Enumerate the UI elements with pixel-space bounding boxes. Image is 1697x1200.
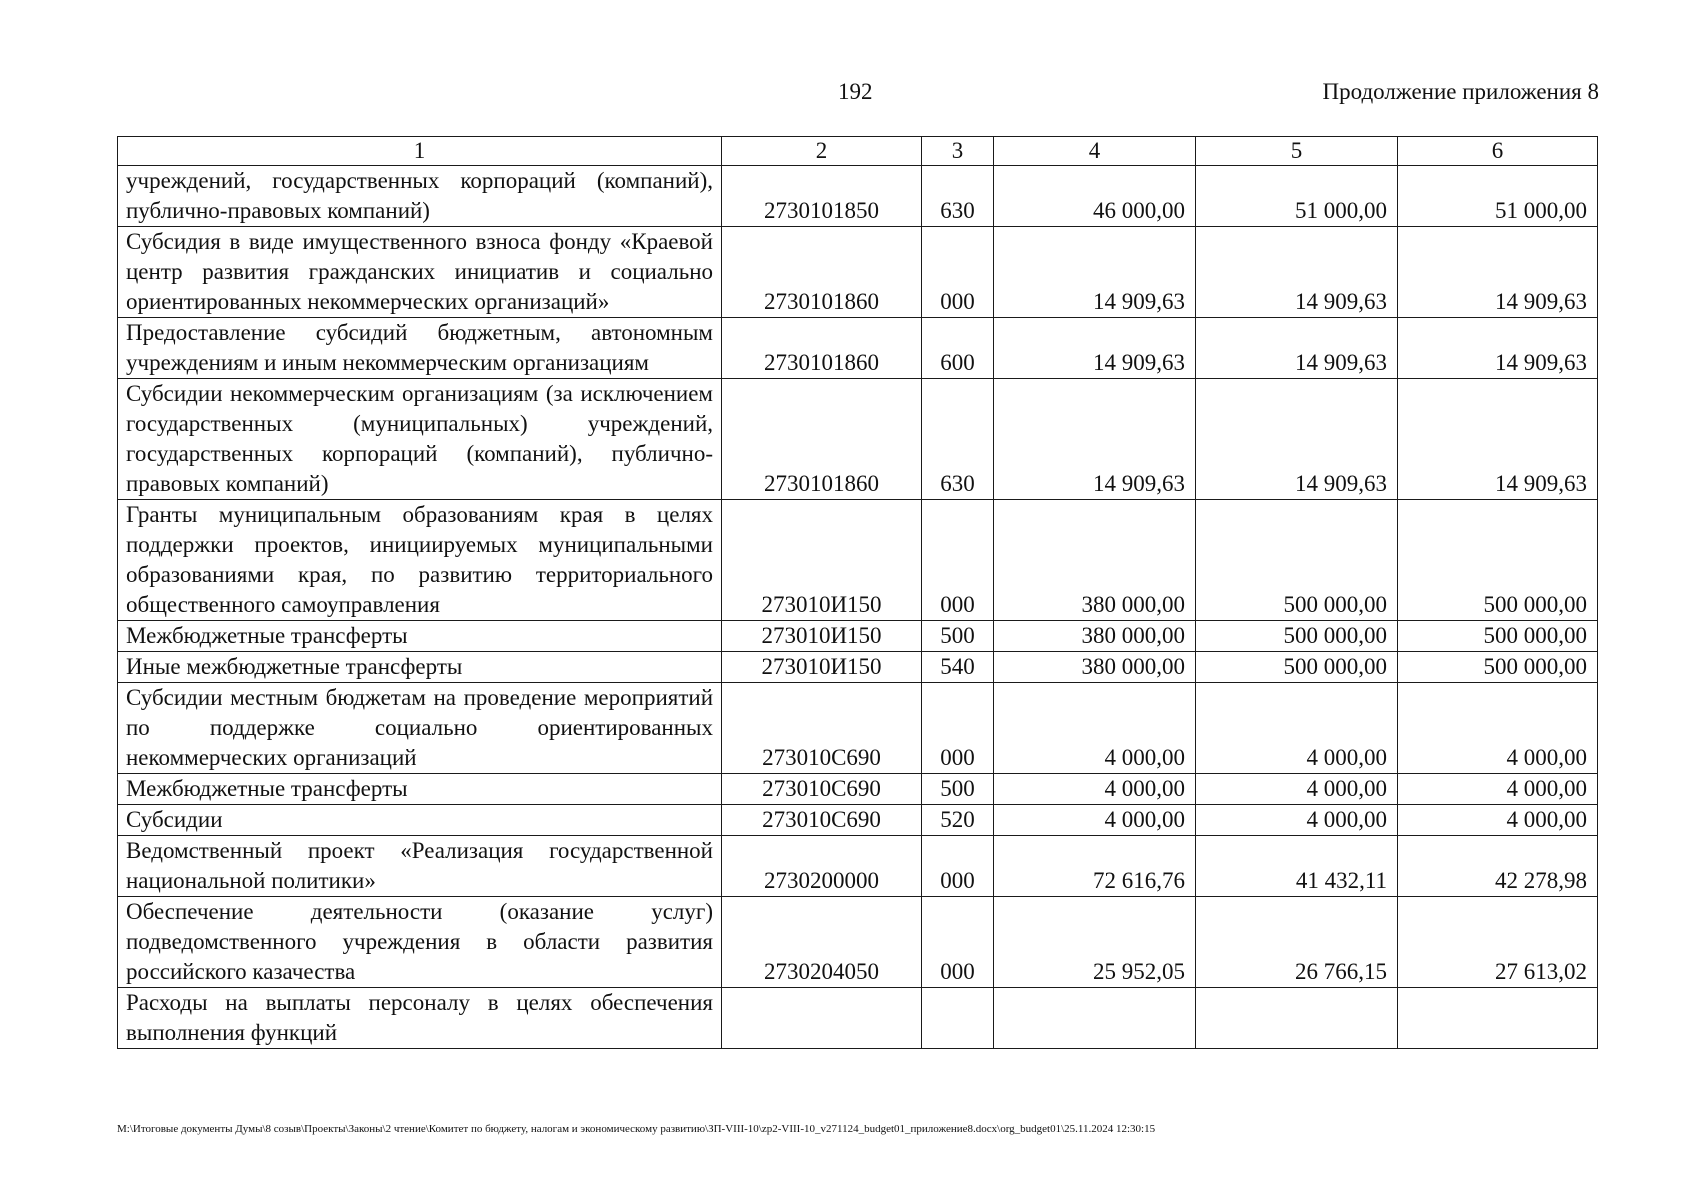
- row-expense-type: 600: [922, 318, 994, 379]
- row-code: 273010С690: [722, 805, 922, 836]
- row-value-col6: 14 909,63: [1398, 318, 1598, 379]
- row-value-col6: 500 000,00: [1398, 652, 1598, 683]
- row-value-col4: 14 909,63: [994, 379, 1196, 500]
- row-code: 273010И150: [722, 621, 922, 652]
- row-value-col4: 72 616,76: [994, 836, 1196, 897]
- row-code: 2730101860: [722, 318, 922, 379]
- row-expense-type: 000: [922, 227, 994, 318]
- row-value-col4: 380 000,00: [994, 500, 1196, 621]
- row-value-col6: 42 278,98: [1398, 836, 1598, 897]
- row-value-col4: 25 952,05: [994, 897, 1196, 988]
- row-expense-type: 000: [922, 683, 994, 774]
- row-expense-type: 540: [922, 652, 994, 683]
- column-header: 2: [722, 137, 922, 166]
- row-value-col5: 26 766,15: [1196, 897, 1398, 988]
- table-row: [118, 621, 1598, 652]
- row-name: Иные межбюджетные трансферты: [118, 652, 722, 683]
- row-expense-type: 000: [922, 897, 994, 988]
- row-value-col5: 4 000,00: [1196, 683, 1398, 774]
- table-header-row: [118, 137, 1598, 166]
- row-code: 2730101860: [722, 227, 922, 318]
- row-value-col6: 14 909,63: [1398, 227, 1598, 318]
- row-value-col4: 4 000,00: [994, 774, 1196, 805]
- row-value-col6: 51 000,00: [1398, 166, 1598, 227]
- row-value-col5: 14 909,63: [1196, 227, 1398, 318]
- row-code: 2730101860: [722, 379, 922, 500]
- row-value-col5: [1196, 988, 1398, 1049]
- row-name: Межбюджетные трансферты: [118, 621, 722, 652]
- row-name: Субсидии местным бюджетам на проведение мероприятий по поддержке социально ориентированных некоммерческих организаций: [118, 683, 722, 774]
- row-value-col5: 14 909,63: [1196, 379, 1398, 500]
- row-name: Обеспечение деятельности (оказание услуг) подведомственного учреждения в области развития российского казачества: [118, 897, 722, 988]
- row-value-col6: 27 613,02: [1398, 897, 1598, 988]
- page-number: 192: [838, 79, 873, 104]
- row-value-col4: 4 000,00: [994, 683, 1196, 774]
- row-expense-type: 520: [922, 805, 994, 836]
- row-value-col6: 4 000,00: [1398, 774, 1598, 805]
- row-value-col5: 41 432,11: [1196, 836, 1398, 897]
- row-name: учреждений, государственных корпораций (компаний), публично-правовых компаний): [118, 166, 722, 227]
- row-expense-type: 630: [922, 379, 994, 500]
- row-code: 273010С690: [722, 774, 922, 805]
- table-row: [118, 500, 1598, 621]
- row-code: 2730204050: [722, 897, 922, 988]
- column-header: 3: [922, 137, 994, 166]
- row-code: [722, 988, 922, 1049]
- row-expense-type: [922, 988, 994, 1049]
- row-code: 2730200000: [722, 836, 922, 897]
- row-value-col6: 500 000,00: [1398, 621, 1598, 652]
- row-value-col5: 500 000,00: [1196, 621, 1398, 652]
- budget-table: [117, 136, 1598, 1049]
- table-row: [118, 836, 1598, 897]
- row-value-col6: 14 909,63: [1398, 379, 1598, 500]
- row-value-col4: 14 909,63: [994, 318, 1196, 379]
- row-value-col6: 4 000,00: [1398, 683, 1598, 774]
- row-name: Расходы на выплаты персоналу в целях обеспечения выполнения функций: [118, 988, 722, 1049]
- table-row: [118, 988, 1598, 1049]
- row-value-col4: [994, 988, 1196, 1049]
- row-expense-type: 000: [922, 500, 994, 621]
- row-value-col4: 14 909,63: [994, 227, 1196, 318]
- row-expense-type: 500: [922, 621, 994, 652]
- row-name: Ведомственный проект «Реализация государственной национальной политики»: [118, 836, 722, 897]
- row-value-col6: 500 000,00: [1398, 500, 1598, 621]
- row-name: Предоставление субсидий бюджетным, автономным учреждениям и иным некоммерческим организациям: [118, 318, 722, 379]
- row-expense-type: 630: [922, 166, 994, 227]
- column-header: 5: [1196, 137, 1398, 166]
- table-row: [118, 897, 1598, 988]
- table-row: [118, 318, 1598, 379]
- row-value-col4: 4 000,00: [994, 805, 1196, 836]
- row-value-col5: 4 000,00: [1196, 774, 1398, 805]
- column-header: 4: [994, 137, 1196, 166]
- row-value-col5: 500 000,00: [1196, 652, 1398, 683]
- row-expense-type: 000: [922, 836, 994, 897]
- table-row: [118, 379, 1598, 500]
- row-name: Межбюджетные трансферты: [118, 774, 722, 805]
- table-row: [118, 683, 1598, 774]
- row-name: Субсидии: [118, 805, 722, 836]
- table-row: [118, 652, 1598, 683]
- table-row: [118, 774, 1598, 805]
- file-path-footer: М:\Итоговые документы Думы\8 созыв\Проекты\Законы\2 чтение\Комитет по бюджету, налогам и экономическому развитию\ЗП-VIII-10\zp2-VIII-10_v271124_budget01_приложение8.docx\org_budget01\25.11.2024 12:30:15: [117, 1123, 1156, 1135]
- page-caption: Продолжение приложения 8: [1322, 79, 1599, 104]
- table-row: [118, 805, 1598, 836]
- row-value-col5: 51 000,00: [1196, 166, 1398, 227]
- row-value-col4: 380 000,00: [994, 652, 1196, 683]
- row-value-col5: 14 909,63: [1196, 318, 1398, 379]
- row-name: Гранты муниципальным образованиям края в целях поддержки проектов, инициируемых муниципальными образованиями края, по развитию территориального общественного самоуправления: [118, 500, 722, 621]
- row-name: Субсидии некоммерческим организациям (за исключением государственных (муниципальных) учреждений, государственных корпораций (компаний), публично-правовых компаний): [118, 379, 722, 500]
- row-value-col5: 4 000,00: [1196, 805, 1398, 836]
- row-code: 273010С690: [722, 683, 922, 774]
- row-code: 2730101850: [722, 166, 922, 227]
- table-row: [118, 166, 1598, 227]
- row-expense-type: 500: [922, 774, 994, 805]
- row-value-col6: [1398, 988, 1598, 1049]
- row-value-col6: 4 000,00: [1398, 805, 1598, 836]
- row-code: 273010И150: [722, 500, 922, 621]
- column-header: 6: [1398, 137, 1598, 166]
- row-code: 273010И150: [722, 652, 922, 683]
- table-row: [118, 227, 1598, 318]
- row-name: Субсидия в виде имущественного взноса фонду «Краевой центр развития гражданских инициатив и социально ориентированных некоммерческих организаций»: [118, 227, 722, 318]
- row-value-col4: 46 000,00: [994, 166, 1196, 227]
- column-header: 1: [118, 137, 722, 166]
- row-value-col4: 380 000,00: [994, 621, 1196, 652]
- row-value-col5: 500 000,00: [1196, 500, 1398, 621]
